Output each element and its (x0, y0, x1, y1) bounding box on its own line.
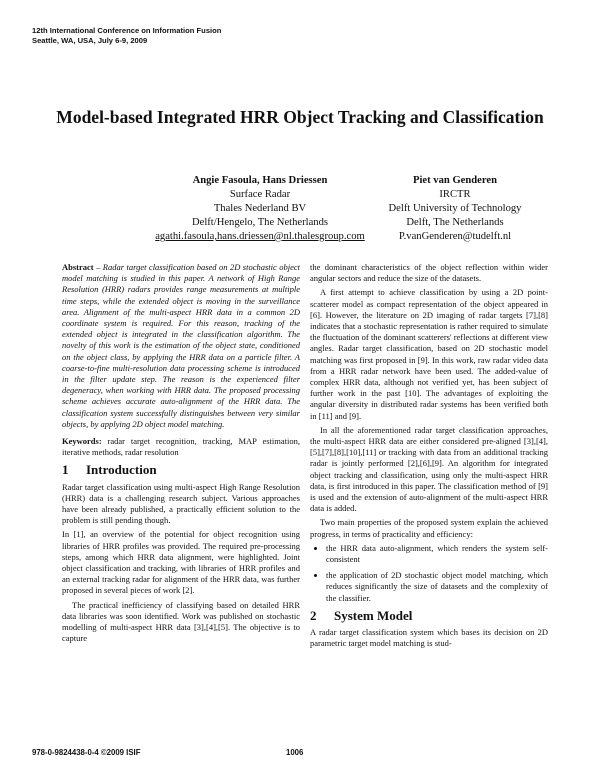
section-heading-system-model (310, 607, 548, 623)
abstract (62, 262, 300, 430)
list-item: • the HRR data auto-alignment, which renders the system self-consistent (326, 543, 548, 565)
list-item: • the application of 2D stochastic object model matching, which reduces significantly the size of datasets and the complexity of the classifier. (326, 570, 548, 604)
conference-location: Seattle, WA, USA, July 6-9, 2009 (32, 36, 148, 45)
author-org: Delft University of Technology (388, 203, 522, 214)
author-dept: Surface Radar (229, 189, 291, 200)
section-number: 2 (310, 607, 317, 623)
author-location: Delft/Hengelo, The Netherlands (191, 217, 328, 228)
author-dept: IRCTR (439, 189, 471, 200)
abstract-text: – Radar target classification based on 2D stochastic object model matching is studied in this paper. A network of High Range Resolution (HRR) radars provides range measurements at multiple time steps, while the extended object is moving in the surveillance area. Alignment of the multi-aspect HRR data in a common 2D coordinate system is required. For this reason, tracking of the extended object is integrated in the classification algorithm. The novelty of this work is the estimation of the object state, conditioned on the object class, by applying the HRR data on a particle filter. A coarse-to-fine multi-resolution data processing scheme is introduced in the filter update step. The reason is the experienced filter degeneracy, when working with HRR data. The proposed processing scheme achieves accurate auto-alignment of the HRR data. The classification system successfully distinguishes between very similar objects, by applying 2D object model matching. (62, 262, 300, 429)
footer-isbn: 978-0-9824438-0-4 ©2009 ISIF (32, 748, 141, 757)
section-title: Introduction (86, 462, 157, 478)
conference-header (32, 26, 221, 46)
abstract-label: Abstract (62, 262, 94, 272)
section-number: 1 (62, 462, 69, 478)
author-name: Piet van Genderen (413, 175, 497, 186)
paragraph: In all the aforementioned radar target classification approaches, the multi-aspect HRR data are either considered pre-aligned [3],[4],[5],[7],[8],[10],[11] or tracking with data from an additional tracking radar is jointly performed [2],[6],[9]. An algorithm for integrated object tracking and classification, using only the multi-aspect HRR data, is first introduced in this paper. The classification method of [9] is used and the extension of auto-alignment of the multi-aspect HRR data is added. (310, 424, 548, 514)
paragraph: The practical inefficiency of classifying based on detailed HRR data libraries was soon identified. Work was published on stochastic modelling of multi-aspect HRR data [3],[4],[5]. The objective is to capture (62, 599, 300, 644)
section-heading-introduction (62, 462, 300, 478)
author-block-1 (150, 174, 370, 244)
paragraph: the dominant characteristics of the object reflection within wider angular sectors and reduce the size of the datasets. (310, 262, 548, 284)
paragraph: A first attempt to achieve classification by using a 2D point-scatterer model as compact representation of the object appeared in [6]. However, the literature on 2D imaging of radar targets [7],[8] indicates that a stochastic representation is rather required to simulate the fluctuation of the dominant scatterers' reflections at different view angles. Radar target classification, based on 2D stochastic model matching was first proposed in [9]. In this work, raw radar video data from a HRR radar network have been used. The added-value of complex HRR data, although not verified yet, has been subject of further work in the past [10]. The advantages of exploiting the angular diversity in distributed radar systems has been verified both in [11] and [9]. (310, 287, 548, 421)
left-column (62, 262, 300, 648)
paragraph: A radar target classification system which bases its decision on 2D parametric target model matching is stud- (310, 627, 548, 649)
paragraph: Two main properties of the proposed system explain the achieved progress, in terms of practicality and efficiency: (310, 517, 548, 539)
bullet-list (310, 543, 548, 604)
right-column (310, 262, 548, 653)
paper-title: Model-based Integrated HRR Object Tracking and Classification (56, 107, 544, 127)
author-email[interactable]: P.vanGenderen@tudelft.nl (398, 231, 512, 242)
conference-name: 12th International Conference on Information Fusion (32, 26, 222, 35)
footer-page-number: 1006 (286, 748, 304, 757)
section-title: System Model (334, 607, 413, 623)
author-email[interactable]: agathi.fasoula,hans.driessen@nl.thalesgroup.com (155, 231, 365, 242)
keywords (62, 436, 300, 458)
paragraph: In [1], an overview of the potential for object recognition using libraries of HRR profiles was provided. The required pre-processing steps, among which HRR data alignment, were highlighted. Joint object classification and tracking, with libraries of HRR profiles and an external tracking radar for alignment of the HRR data, was further proposed in several pieces of work [2]. (62, 529, 300, 596)
author-block-2 (365, 174, 545, 244)
author-location: Delft, The Netherlands (406, 217, 504, 228)
paragraph: Radar target classification using multi-aspect High Range Resolution (HRR) data is a challenging research subject. Various approaches have been already published, a practically efficient solution to the problem is still pending though. (62, 481, 300, 526)
keywords-text: radar target recognition, tracking, MAP estimation, iterative methods, radar resolution (62, 436, 300, 458)
author-org: Thales Nederland BV (213, 203, 307, 214)
keywords-label: Keywords: (62, 436, 102, 447)
author-name: Angie Fasoula, Hans Driessen (192, 175, 328, 186)
